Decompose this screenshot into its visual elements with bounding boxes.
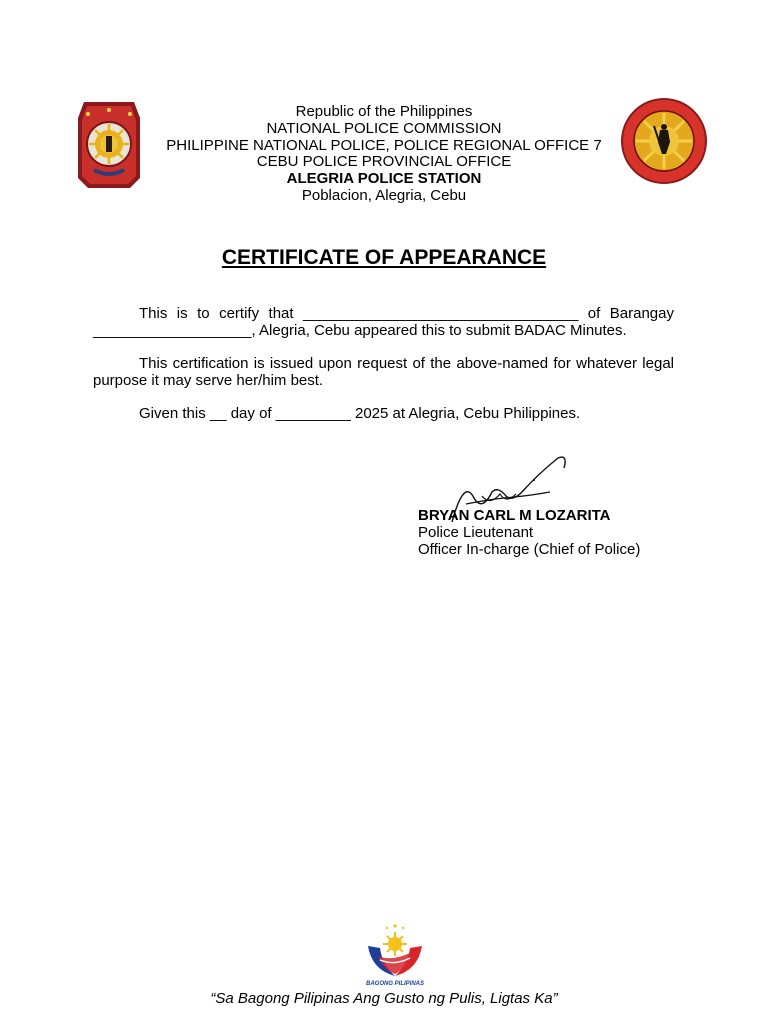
- signatory-block: [418, 507, 640, 558]
- header-republic: Republic of the Philippines: [295, 103, 473, 120]
- bagong-pilipinas-logo-icon: [362, 922, 428, 988]
- signatory-rank: Police Lieutenant: [418, 524, 534, 541]
- signatory-position: Officer In-charge (Chief of Police): [418, 541, 641, 558]
- footer-motto: “Sa Bagong Pilipinas Ang Gusto ng Pulis, Ligtas Ka”: [210, 990, 558, 1007]
- document-title: CERTIFICATE OF APPEARANCE: [221, 246, 547, 269]
- certificate-body: [93, 305, 674, 438]
- bagong-pilipinas-logo-text: BAGONG PILIPINAS: [365, 981, 425, 987]
- paragraph-purpose: This certification is issued upon request of the above-named for whatever legal purpose it may serve her/him best.: [93, 355, 674, 389]
- header-cebu-ppo: CEBU POLICE PROVINCIAL OFFICE: [256, 153, 512, 171]
- signatory-name: BRYAN CARL M LOZARITA: [418, 507, 611, 524]
- paragraph-certify: This is to certify that _________________________________ of Barangay ___________________, Alegria, Cebu appeared this to submit BADAC Minutes.: [93, 305, 674, 339]
- header-station: ALEGRIA POLICE STATION: [286, 170, 482, 188]
- paragraph-given: Given this __ day of _________ 2025 at Alegria, Cebu Philippines.: [139, 405, 581, 422]
- header-address: Poblacion, Alegria, Cebu: [301, 186, 467, 204]
- letterhead: [130, 104, 638, 205]
- header-napolcom: NATIONAL POLICE COMMISSION: [266, 119, 502, 137]
- header-pnp-pro7: PHILIPPINE NATIONAL POLICE, POLICE REGIONAL OFFICE 7: [166, 136, 602, 154]
